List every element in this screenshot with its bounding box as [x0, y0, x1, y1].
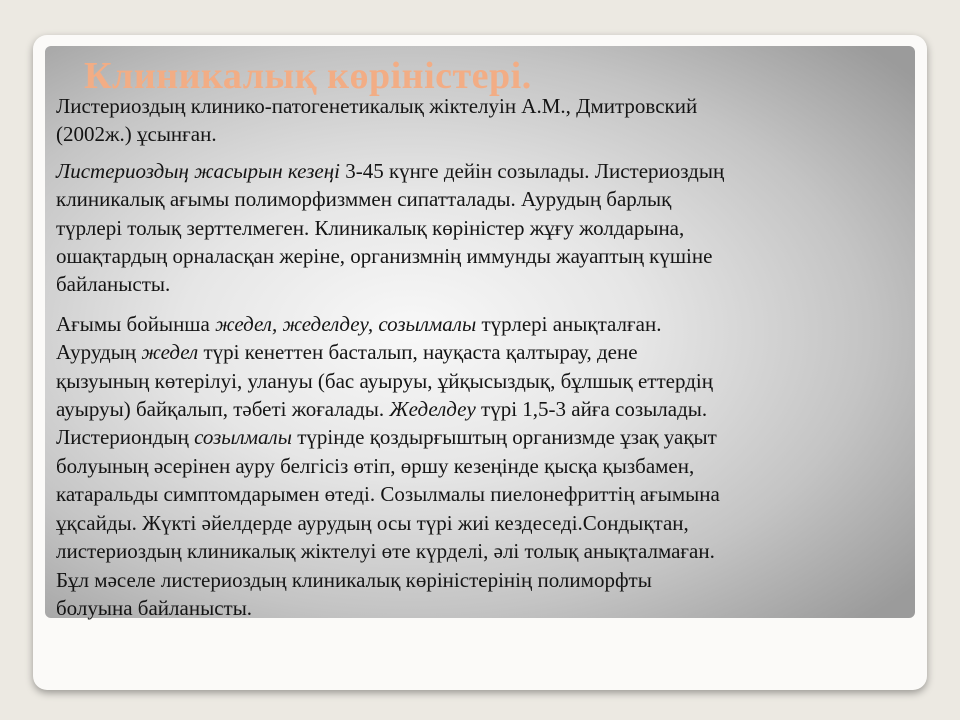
- text-line: болуының әсерінен ауру белгісіз өтіп, өршу кезеңінде қысқа қызбамен,: [56, 453, 695, 478]
- text-span: түрі 1,5-3 айға созылады.: [475, 397, 708, 422]
- text-span: түрі кенеттен басталып, науқаста қалтырау, дене: [198, 340, 638, 365]
- text-line: ошақтардың орналасқан жеріне, организмнің иммунды жауаптың күшіне: [56, 244, 713, 269]
- text-line: [56, 395, 936, 423]
- text-span: түрінде қоздырғыштың организмде ұзақ уақыт: [291, 425, 717, 450]
- text-line: байланысты.: [56, 272, 171, 297]
- italic-term: созылмалы: [194, 425, 292, 450]
- text-line: клиникалық ағымы полиморфизммен сипатталады. Аурудың барлық: [56, 187, 672, 212]
- italic-term: жедел, жеделдеу, созылмалы: [215, 311, 477, 336]
- text-span: Листериондың: [56, 425, 195, 450]
- text-line: қызуының көтерілуі, улануы (бас ауыруы, ұйқысыздық, бұлшық еттердің: [56, 368, 713, 393]
- slide-title: Клиникалық көріністері.: [84, 55, 532, 97]
- slide-body: [56, 92, 936, 633]
- italic-term: жедел: [141, 340, 199, 365]
- paragraph-incubation: [56, 157, 936, 299]
- text-line: [56, 310, 936, 338]
- text-line: Бұл мәселе листериоздың клиникалық көріністерінің полиморфты: [56, 567, 652, 592]
- text-line: (2002ж.) ұсынған.: [56, 122, 217, 147]
- text-line: Листериоздың клинико-патогенетикалық жіктелуін А.М., Дмитровский: [56, 94, 698, 118]
- text-span: 3-45 күнге дейін созылады. Листериоздың: [339, 158, 725, 183]
- text-span: Аурудың: [56, 340, 142, 365]
- text-line: [56, 338, 936, 366]
- paragraph-classification: [56, 92, 936, 149]
- text-line: [56, 423, 936, 451]
- text-line: ұқсайды. Жүкті әйелдерде аурудың осы түрі жиі кездеседі.Сондықтан,: [56, 510, 689, 535]
- text-line: [56, 157, 936, 185]
- italic-term: Листериоздың жасырын кезеңі: [56, 158, 340, 183]
- italic-term: Жеделдеу: [389, 397, 476, 422]
- text-line: түрлері толық зерттелмеген. Клиникалық көріністер жұғу жолдарына,: [56, 215, 685, 240]
- paragraph-forms: [56, 310, 936, 622]
- text-span: ауыруы) байқалып, тәбеті жоғалады.: [56, 397, 390, 422]
- text-span: Ағымы бойынша: [56, 311, 216, 336]
- text-line: болуына байланысты.: [56, 595, 253, 620]
- text-line: листериоздың клиникалық жіктелуі өте күрделі, әлі толық анықталмаған.: [56, 539, 715, 564]
- text-span: түрлері анықталған.: [476, 311, 662, 336]
- text-line: катаральды симптомдарымен өтеді. Созылмалы пиелонефриттің ағымына: [56, 482, 720, 507]
